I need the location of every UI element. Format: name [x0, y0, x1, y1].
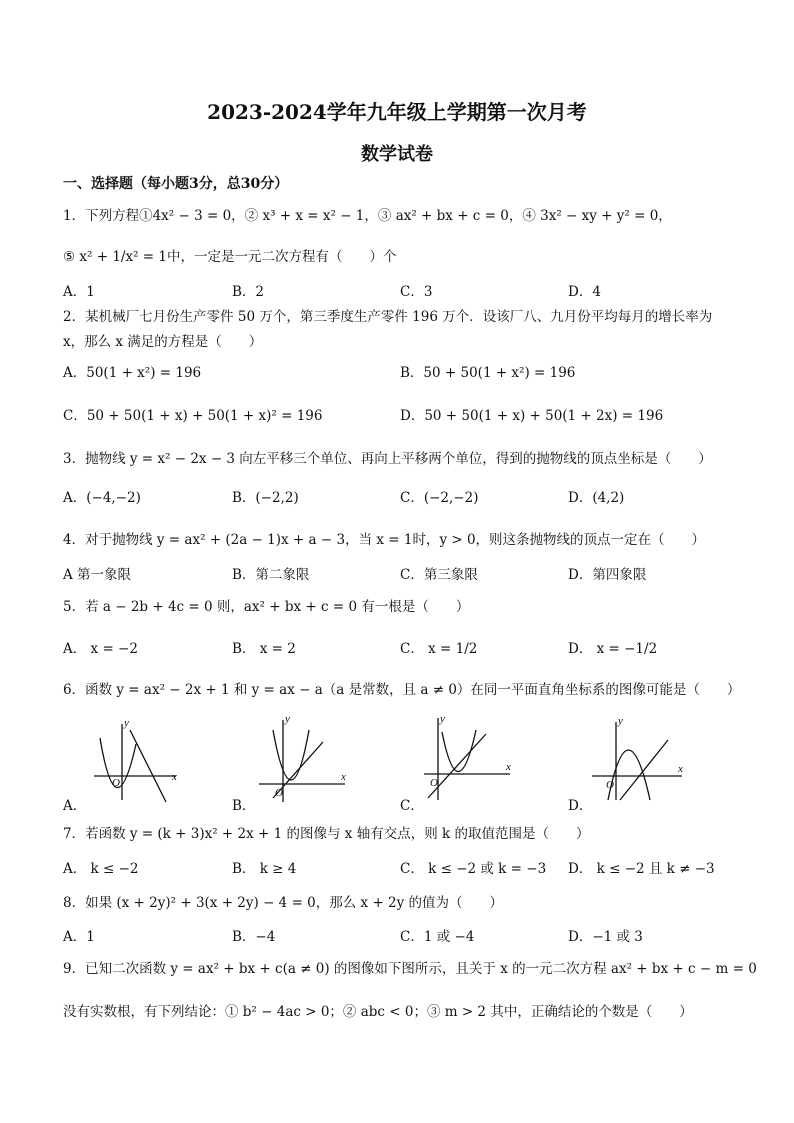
q5-option-d: D． x = −1/2 — [568, 641, 658, 657]
graph-d-line — [620, 740, 668, 800]
q4-option-c: C．第三象限 — [400, 567, 478, 583]
graph-c-y-label: y — [440, 713, 445, 725]
q7-option-a: A． k ≤ −2 — [63, 861, 139, 877]
q4-option-b: B．第二象限 — [232, 567, 310, 583]
q4-line1: 4．对于抛物线 y = ax² + (2a − 1)x + a − 3，当 x = 1时，y > 0，则这条抛物线的顶点一定在（ ） — [63, 532, 706, 548]
q8-option-a: A．1 — [63, 929, 95, 945]
q8-option-d: D．−1 或 3 — [568, 929, 643, 945]
q8-line1: 8．如果 (x + 2y)² + 3(x + 2y) − 4 = 0，那么 x + 2y 的值为（ ） — [63, 895, 504, 911]
graph-a-y-label: y — [124, 717, 129, 729]
graph-a-x-label: x — [172, 771, 177, 783]
graph-d-parabola — [608, 750, 650, 800]
graph-d-y-label: y — [618, 715, 623, 727]
q1-option-b: B．2 — [232, 284, 265, 300]
graph-c-origin: O — [430, 777, 438, 789]
q1-option-c: C．3 — [400, 284, 433, 300]
graph-d-origin: O — [606, 779, 614, 791]
q7-option-c: C． k ≤ −2 或 k = −3 — [400, 861, 547, 877]
graph-b-origin: O — [275, 787, 283, 799]
q5-line1: 5．若 a − 2b + 4c = 0 则，ax² + bx + c = 0 有一根是（ ） — [63, 599, 470, 615]
q8-option-b: B．−4 — [232, 929, 276, 945]
q2-option-c: C．50 + 50(1 + x) + 50(1 + x)² = 196 — [63, 408, 323, 424]
exam-subtitle: 数学试卷 — [361, 144, 433, 165]
q8-option-c: C．1 或 −4 — [400, 929, 475, 945]
q7-line1: 7．若函数 y = (k + 3)x² + 2x + 1 的图像与 x 轴有交点，则 k 的取值范围是（ ） — [63, 826, 590, 842]
section-heading: 一、选择题（每小题3分，总30分） — [63, 176, 289, 192]
q9-line2: 没有实数根，有下列结论：① b² − 4ac > 0；② abc < 0；③ m > 2 其中，正确结论的个数是（ ） — [63, 1004, 693, 1020]
graph-c-x-label: x — [506, 761, 511, 773]
q1-option-d: D．4 — [568, 284, 601, 300]
q2-option-d: D．50 + 50(1 + x) + 50(1 + 2x) = 196 — [400, 408, 664, 424]
graph-b-y-label: y — [285, 713, 290, 725]
graph-d-x-label: x — [678, 763, 683, 775]
graph-a-origin: O — [112, 777, 120, 789]
graph-a — [88, 714, 184, 804]
graph-b-x-label: x — [341, 771, 346, 783]
q3-line1: 3．抛物线 y = x² − 2x − 3 向左平移三个单位、再向上平移两个单位，得到的抛物线的顶点坐标是（ ） — [63, 451, 712, 467]
q3-option-c: C．(−2,−2) — [400, 490, 479, 506]
q1-line1: 1．下列方程①4x² − 3 = 0，② x³ + x = x² − 1，③ ax² + bx + c = 0，④ 3x² − xy + y² = 0， — [63, 208, 672, 224]
graph-a-line — [130, 730, 166, 802]
q6-option-b: B． — [232, 798, 256, 814]
q2-line1: 2．某机械厂七月份生产零件 50 万个，第三季度生产零件 196 万个．设该厂八、九月份平均每月的增长率为 — [63, 309, 713, 325]
q9-line1: 9．已知二次函数 y = ax² + bx + c(a ≠ 0) 的图像如下图所示，且关于 x 的一元二次方程 ax² + bx + c − m = 0 — [63, 961, 757, 977]
q4-option-a: A 第一象限 — [63, 567, 132, 583]
graph-b-parabola — [273, 730, 309, 780]
q6-line1: 6．函数 y = ax² − 2x + 1 和 y = ax − a（a 是常数，且 a ≠ 0）在同一平面直角坐标系的图像可能是（ ） — [63, 682, 741, 698]
q3-option-a: A．(−4,−2) — [63, 490, 141, 506]
q5-option-b: B． x = 2 — [232, 641, 296, 657]
exam-title: 2023-2024学年九年级上学期第一次月考 — [207, 100, 587, 124]
q4-option-d: D．第四象限 — [568, 567, 647, 583]
q2-option-b: B．50 + 50(1 + x²) = 196 — [400, 365, 576, 381]
q7-option-d: D． k ≤ −2 且 k ≠ −3 — [568, 861, 715, 877]
q6-option-d: D． — [568, 798, 593, 814]
q2-option-a: A．50(1 + x²) = 196 — [63, 365, 202, 381]
graph-b — [255, 712, 351, 804]
q3-option-d: D．(4,2) — [568, 490, 625, 506]
q1-option-a: A．1 — [63, 284, 95, 300]
q1-line2: ⑤ x² + 1/x² = 1中，一定是一元二次方程有（ ）个 — [63, 249, 397, 265]
q2-line2: x，那么 x 满足的方程是（ ） — [63, 334, 263, 350]
q3-option-b: B．(−2,2) — [232, 490, 299, 506]
graph-d — [588, 714, 688, 804]
q6-option-c: C． — [400, 798, 424, 814]
q5-option-c: C． x = 1/2 — [400, 641, 478, 657]
q5-option-a: A． x = −2 — [63, 641, 138, 657]
q7-option-b: B． k ≥ 4 — [232, 861, 297, 877]
graph-c — [420, 712, 516, 804]
q6-option-a: A． — [63, 798, 87, 814]
